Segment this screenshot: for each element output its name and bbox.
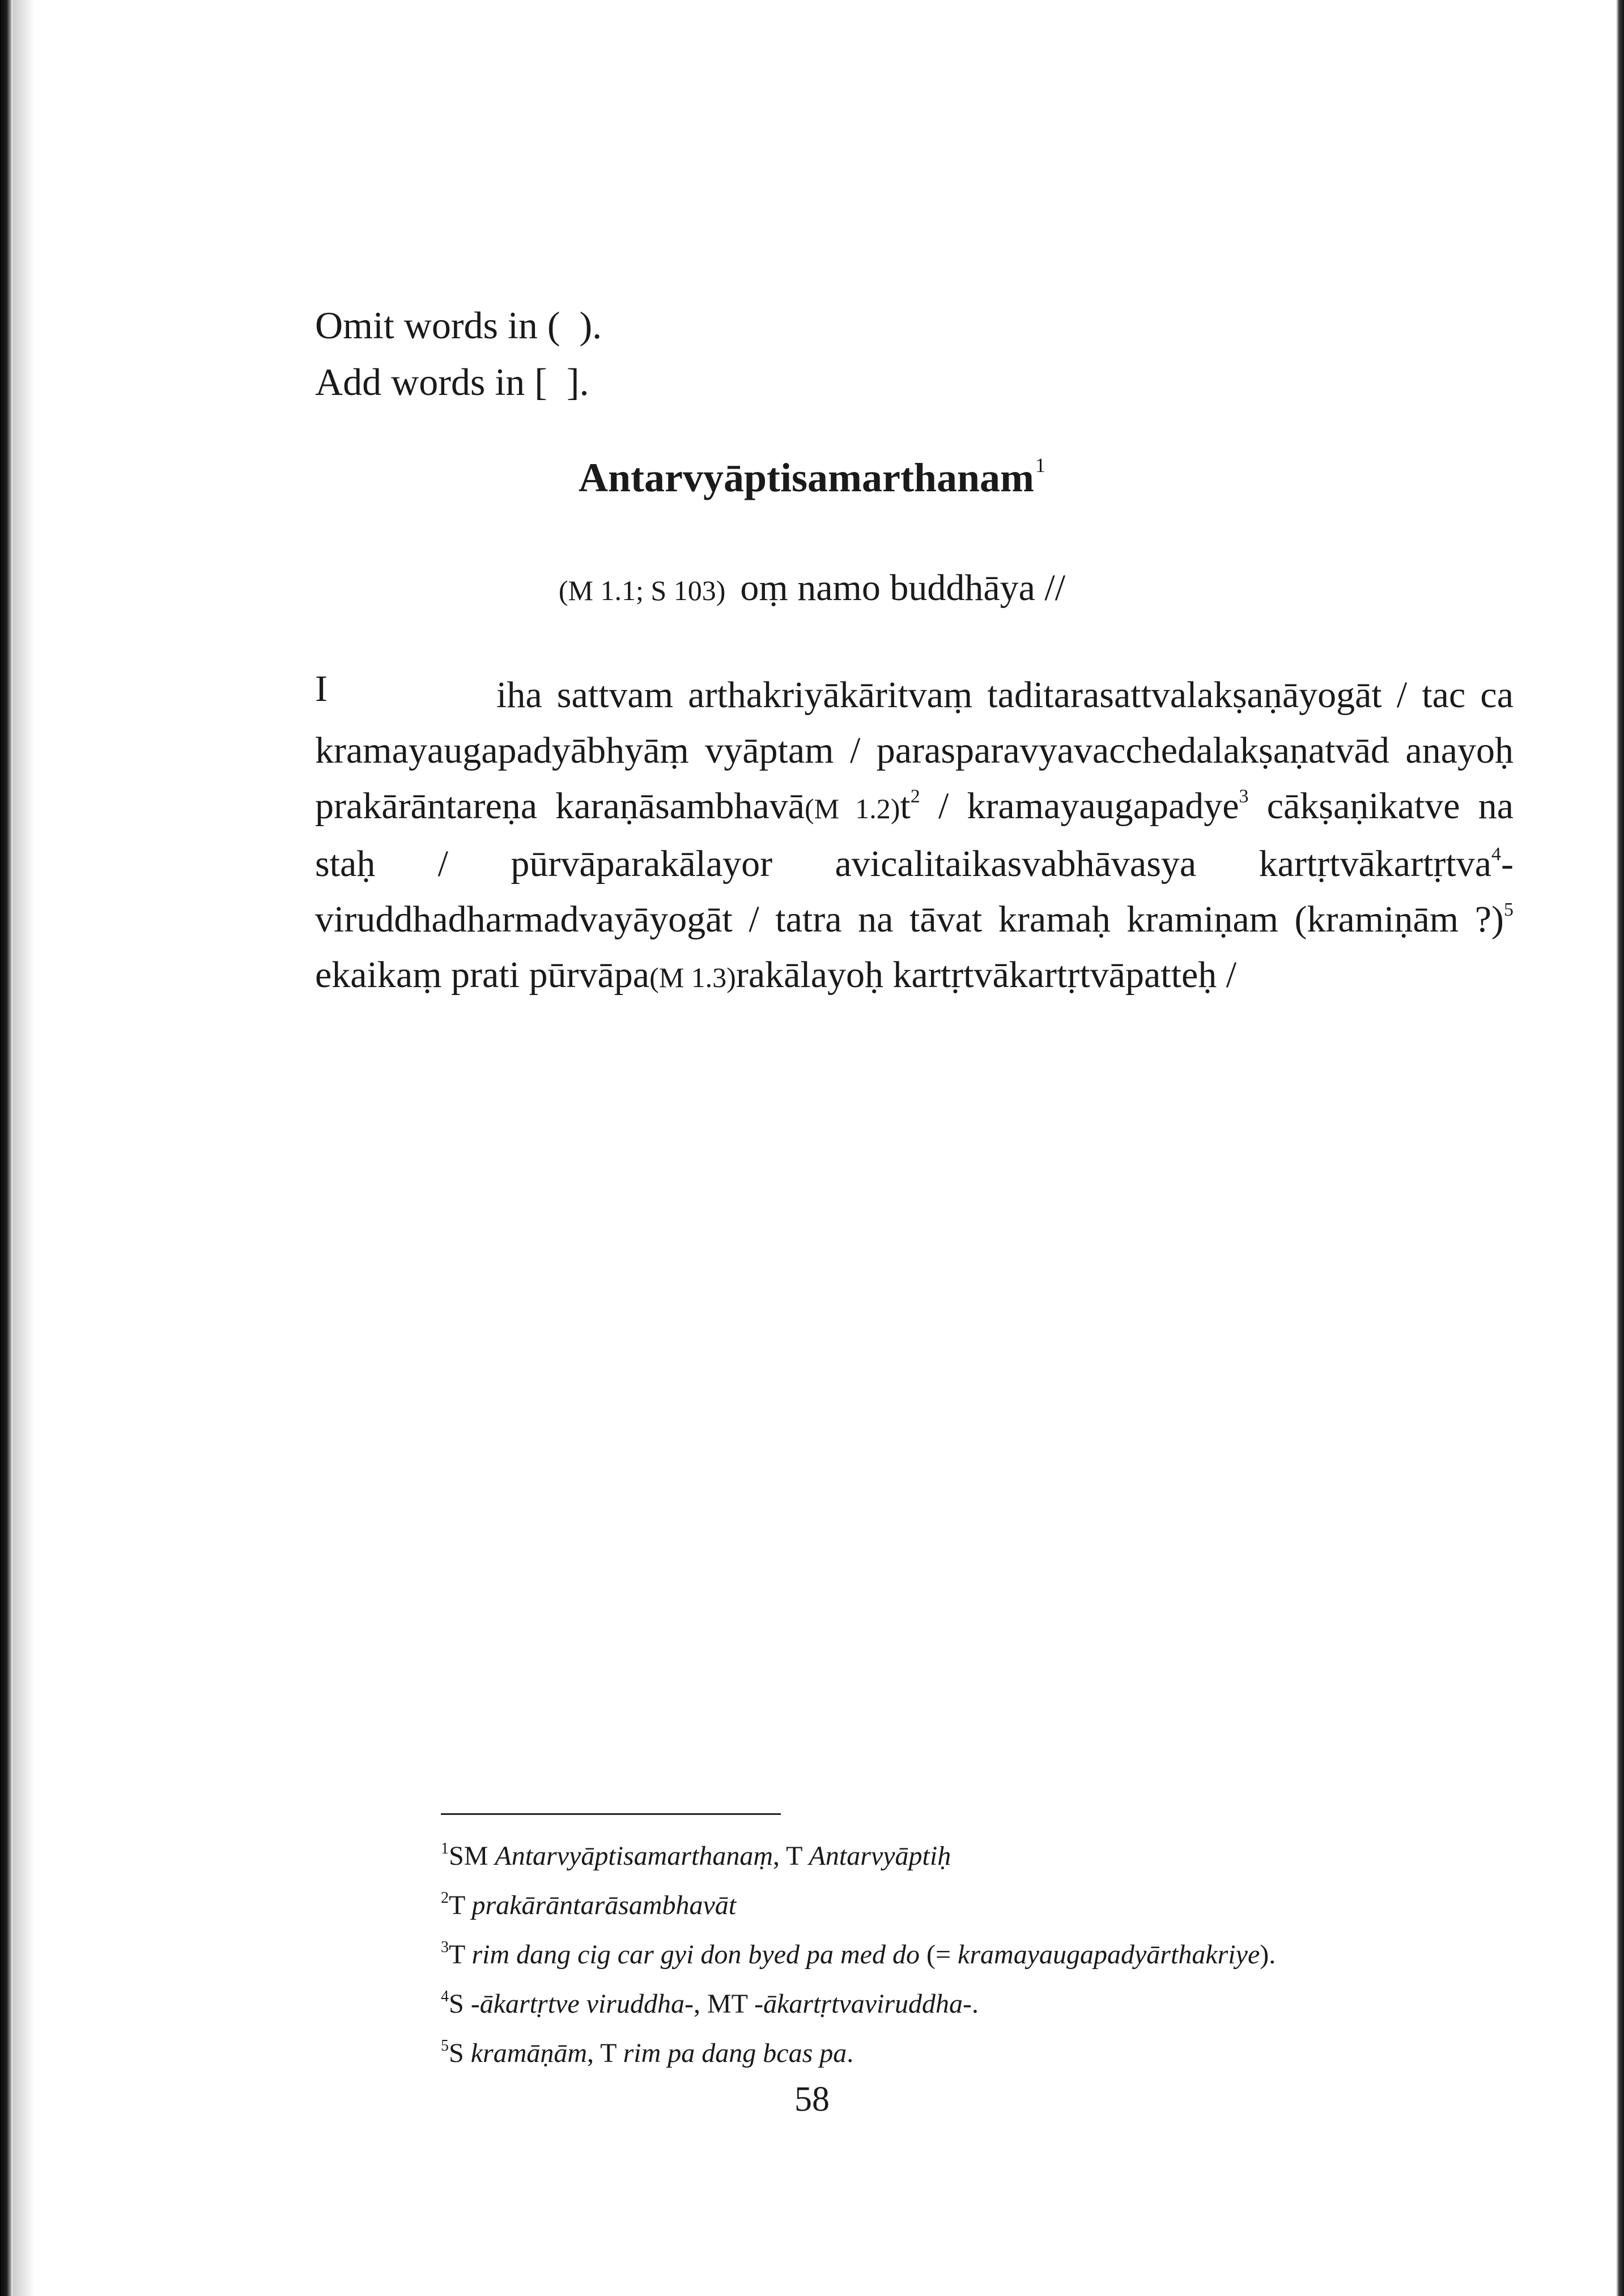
scan-right-edge	[1616, 0, 1624, 2296]
footnote-text: T	[449, 1890, 472, 1920]
footnote-separator	[441, 1813, 781, 1815]
footnotes	[441, 1831, 1517, 2078]
footnote	[441, 1881, 1517, 1930]
footnote-text: (=	[919, 1940, 958, 1970]
paragraph-text: t	[900, 785, 911, 827]
paragraph-number: I	[315, 668, 328, 709]
footnote-reading: prakārāntarāsambhavāt	[471, 1890, 737, 1920]
footnote-reading: rim pa dang bcas pa	[623, 2038, 847, 2068]
footnote-reading: -ākartṛtve viruddha-	[470, 1989, 694, 2019]
invocation: oṃ namo buddhāya //	[740, 567, 1066, 609]
footnote-text: , MT	[693, 1989, 755, 2019]
text-title	[0, 453, 1624, 501]
footnote-reading: kramayaugapadyārthakriye	[958, 1940, 1260, 1970]
footnote-reading: -ākartṛtvaviruddha-	[754, 1989, 972, 2019]
footnote	[441, 1831, 1517, 1881]
footnote-mark: 2	[910, 786, 920, 807]
footnote-text: , T	[587, 2038, 623, 2068]
footnote-text: ).	[1260, 1940, 1276, 1970]
manuscript-reference: (M 1.3)	[649, 962, 736, 993]
manuscript-reference: (M 1.2)	[804, 793, 900, 824]
footnote-reading: kramāṇām	[470, 2038, 588, 2068]
footnote-text: S	[449, 2038, 471, 2068]
footnote-number: 3	[441, 1938, 449, 1956]
page-number: 58	[794, 2080, 830, 2119]
paragraph-text: cākṣaṇikatve na staḥ / pūrvāparakālayor avicalitaikasvabhāvasya kartṛtvākartṛtva	[315, 785, 1514, 885]
footnote-text: SM	[449, 1841, 495, 1871]
scan-left-shadow	[12, 0, 35, 2296]
footnote-mark: 4	[1491, 844, 1502, 865]
footnote-text: , T	[773, 1841, 809, 1871]
footnote-mark: 3	[1239, 786, 1249, 807]
footnote-number: 4	[441, 1988, 449, 2005]
scan-left-edge	[0, 0, 12, 2296]
footnote-mark: 5	[1504, 899, 1514, 920]
footnote-number: 5	[441, 2037, 449, 2055]
footnote-reading: rim dang cig car gyi don byed pa med do	[471, 1940, 920, 1970]
paragraph-text: ekaikaṃ prati pūrvāpa	[315, 954, 650, 996]
footnote	[441, 2029, 1517, 2078]
footnote-reading: Antarvyāptiḥ	[809, 1841, 951, 1871]
paragraph-text: rakālayoḥ kartṛtvākartṛtvāpatteḥ /	[736, 954, 1237, 996]
footnote-number: 1	[441, 1840, 449, 1857]
footnote-reading: Antarvyāptisamarthanaṃ	[495, 1841, 773, 1871]
manuscript-reference: (M 1.1; S 103)	[558, 575, 726, 606]
sanskrit-paragraph	[315, 667, 1514, 1005]
footnote-text: .	[972, 1989, 979, 2019]
footnote-text: .	[847, 2038, 854, 2068]
editorial-note-add: Add words in [ ].	[315, 360, 589, 403]
footnote	[441, 1979, 1517, 2029]
paragraph-text: / kramayaugapadye	[920, 785, 1239, 827]
paragraph-text: -viruddhadharmadvayāyogāt / tatra na tāvat kramaḥ kramiṇam (kramiṇām ?)	[315, 843, 1514, 940]
footnote-text: S	[449, 1989, 471, 2019]
header-line	[0, 567, 1624, 610]
title-footnote-mark: 1	[1035, 454, 1045, 477]
editorial-note-omit: Omit words in ( ).	[315, 304, 602, 347]
title-text: Antarvyāptisamarthanam	[579, 455, 1034, 500]
footnote-number: 2	[441, 1889, 449, 1907]
footnote	[441, 1930, 1517, 1979]
footnote-text: T	[449, 1940, 472, 1970]
paragraph-text: iha sattvam arthakriyākāritvaṃ taditarasattvalakṣaṇāyogāt / tac ca kramayaugapadyābhyāṃ vyāptam / parasparavyavacchedalakṣaṇatvād anayoḥ prakārāntareṇa karaṇāsambhavā	[315, 674, 1514, 827]
